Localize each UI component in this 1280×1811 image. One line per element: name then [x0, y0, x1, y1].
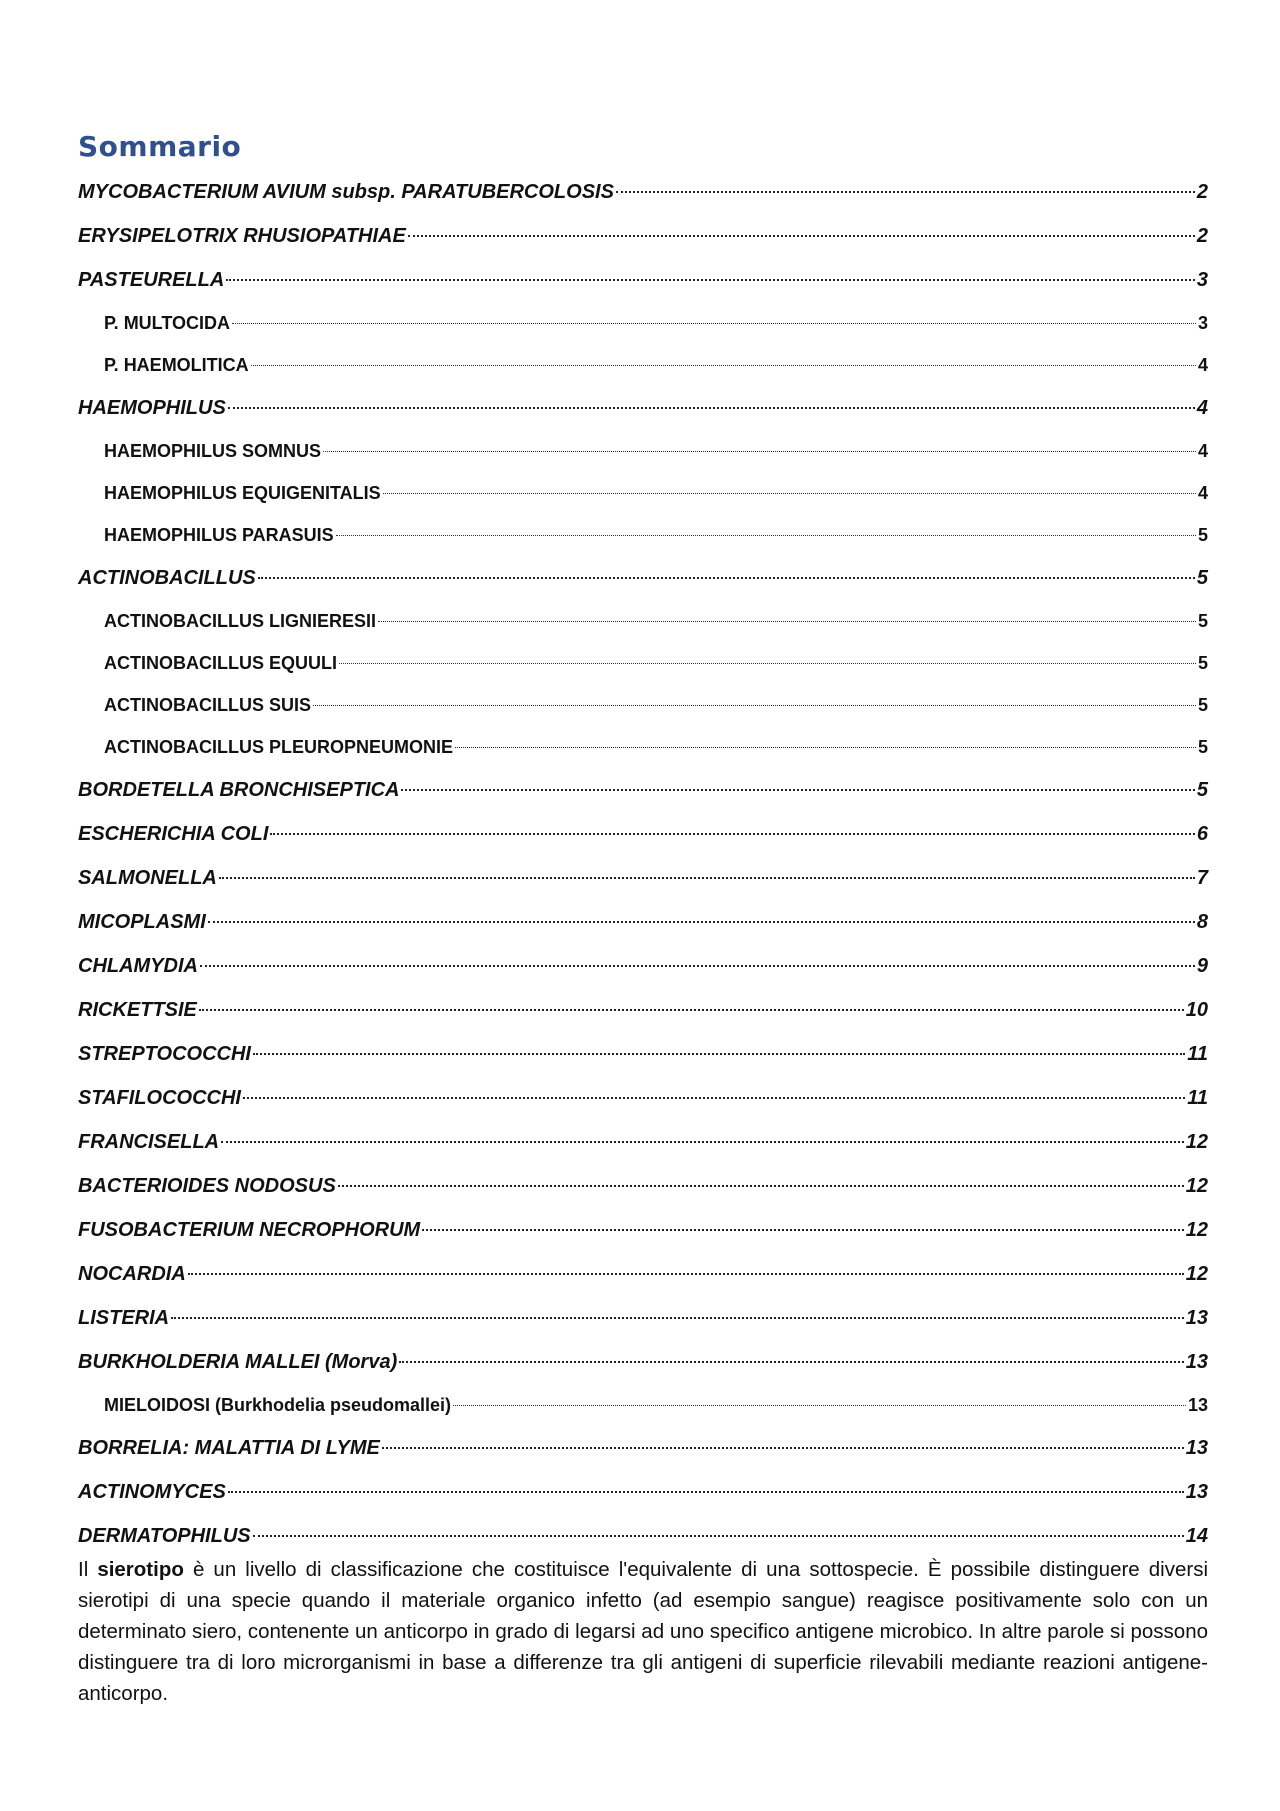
- toc-entry[interactable]: [78, 1032, 1208, 1076]
- toc-title: Sommario: [78, 130, 242, 163]
- toc-entry[interactable]: [78, 302, 1208, 344]
- toc-entry[interactable]: [78, 726, 1208, 768]
- toc-leader: [401, 788, 1194, 791]
- toc-entry[interactable]: [78, 1384, 1208, 1426]
- toc-entry[interactable]: [78, 1514, 1208, 1558]
- toc-entry-page: 13: [1185, 1481, 1208, 1503]
- toc-leader: [219, 876, 1195, 879]
- toc-leader: [323, 450, 1196, 452]
- toc-entry-page: 3: [1196, 269, 1208, 291]
- toc-entry-label: SALMONELLA: [78, 867, 217, 889]
- document-page: [78, 126, 1208, 1730]
- toc-entry-label: BACTERIOIDES NODOSUS: [78, 1175, 336, 1197]
- toc-entry-label: HAEMOPHILUS PARASUIS: [104, 525, 334, 545]
- toc-entry-label: MICOPLASMI: [78, 911, 206, 933]
- toc-leader: [313, 704, 1196, 706]
- toc-leader: [243, 1096, 1185, 1099]
- toc-entry[interactable]: [78, 258, 1208, 302]
- toc-entry[interactable]: [78, 900, 1208, 944]
- toc-entry-page: 13: [1187, 1395, 1208, 1415]
- toc-entry-label: ACTINOBACILLUS PLEUROPNEUMONIE: [104, 737, 454, 757]
- toc-entry[interactable]: [78, 170, 1208, 214]
- toc-leader: [251, 364, 1196, 366]
- toc-entry-label: BURKHOLDERIA MALLEI (Morva): [78, 1351, 398, 1373]
- toc-entry[interactable]: [78, 472, 1208, 514]
- toc-entry-label: ESCHERICHIA COLI: [78, 823, 269, 845]
- toc-entry[interactable]: [78, 430, 1208, 472]
- toc-entry-label: RICKETTSIE: [78, 999, 197, 1021]
- toc-entry-page: 13: [1185, 1351, 1208, 1373]
- toc-entry-page: 5: [1196, 779, 1208, 801]
- toc-entry-label: MIELOIDOSI (Burkhodelia pseudomallei): [104, 1395, 452, 1415]
- toc-leader: [383, 492, 1196, 494]
- toc-entry[interactable]: [78, 944, 1208, 988]
- toc-entry[interactable]: [78, 684, 1208, 726]
- toc-leader: [208, 920, 1195, 923]
- toc-leader: [171, 1316, 1184, 1319]
- toc-entry-page: 12: [1185, 1219, 1208, 1241]
- toc-entry-label: HAEMOPHILUS SOMNUS: [104, 441, 322, 461]
- toc-entry-label: STAFILOCOCCHI: [78, 1087, 241, 1109]
- toc-entry-label: NOCARDIA: [78, 1263, 186, 1285]
- toc-leader: [378, 620, 1196, 622]
- toc-entry-label: HAEMOPHILUS EQUIGENITALIS: [104, 483, 381, 503]
- toc-leader: [339, 662, 1196, 664]
- toc-leader: [382, 1446, 1184, 1449]
- toc-entry-label: PASTEURELLA: [78, 269, 225, 291]
- toc-entry-page: 5: [1197, 653, 1208, 673]
- toc-leader: [258, 576, 1195, 579]
- toc-entry[interactable]: [78, 642, 1208, 684]
- toc-entry-page: 13: [1185, 1437, 1208, 1459]
- toc-entry-page: 4: [1197, 441, 1208, 461]
- toc-leader: [455, 746, 1196, 748]
- toc-entry-page: 12: [1185, 1175, 1208, 1197]
- toc-entry[interactable]: [78, 1252, 1208, 1296]
- toc-entry[interactable]: [78, 600, 1208, 642]
- paragraph-lead: Il: [78, 1558, 98, 1581]
- toc-entry-page: 5: [1196, 567, 1208, 589]
- toc-entry[interactable]: [78, 1426, 1208, 1470]
- toc-entry-page: 4: [1197, 483, 1208, 503]
- toc-entry[interactable]: [78, 856, 1208, 900]
- toc-entry[interactable]: [78, 1296, 1208, 1340]
- toc-entry-label: MYCOBACTERIUM AVIUM subsp. PARATUBERCOLOSIS: [78, 181, 614, 203]
- toc-entry-label: BORDETELLA BRONCHISEPTICA: [78, 779, 400, 801]
- toc-leader: [399, 1360, 1184, 1363]
- toc-entry-page: 4: [1196, 397, 1208, 419]
- toc-entry-page: 11: [1187, 1043, 1208, 1065]
- toc-entry-page: 6: [1196, 823, 1208, 845]
- paragraph-text: è un livello di classificazione che costituisce l'equivalente di una sottospecie. È possibile distinguere diversi sierotipi di una specie quando il materiale organico infetto (ad esempio sangue) reagisce positivamente solo con un determinato siero, contenente un anticorpo in grado di legarsi ad uno specifico antigene microbico. In altre parole si possono distinguere tra di loro microrganismi in base a differenze tra gli antigeni di superficie rilevabili mediante reazioni antigene-anticorpo.: [78, 1558, 1208, 1705]
- toc-entry-label: P. HAEMOLITICA: [104, 355, 249, 375]
- toc-leader: [253, 1534, 1184, 1537]
- toc-leader: [336, 534, 1196, 536]
- toc-entry-page: 2: [1196, 225, 1208, 247]
- toc-entry[interactable]: [78, 988, 1208, 1032]
- toc-entry-label: CHLAMYDIA: [78, 955, 198, 977]
- toc-entry-label: FRANCISELLA: [78, 1131, 220, 1153]
- toc-entry-label: ACTINOBACILLUS LIGNIERESII: [104, 611, 377, 631]
- toc-leader: [422, 1228, 1184, 1231]
- toc-entry-label: ERYSIPELOTRIX RHUSIOPATHIAE: [78, 225, 406, 247]
- toc-entry-label: ACTINOBACILLUS SUIS: [104, 695, 311, 715]
- toc-entry-page: 3: [1197, 313, 1208, 333]
- toc-entry[interactable]: [78, 514, 1208, 556]
- toc-entry-page: 14: [1185, 1525, 1208, 1547]
- toc-leader: [226, 278, 1195, 281]
- toc-entry-page: 13: [1185, 1307, 1208, 1329]
- toc-entry-label: BORRELIA: MALATTIA DI LYME: [78, 1437, 380, 1459]
- toc-entry[interactable]: [78, 214, 1208, 258]
- toc-leader: [408, 234, 1195, 237]
- toc-leader: [228, 1490, 1184, 1493]
- toc-entry[interactable]: [78, 1208, 1208, 1252]
- toc-leader: [188, 1272, 1184, 1275]
- toc-leader: [221, 1140, 1184, 1143]
- toc-entry-label: ACTINOBACILLUS: [78, 567, 256, 589]
- toc-entry[interactable]: [78, 1340, 1208, 1384]
- toc-leader: [228, 406, 1195, 409]
- toc-entry-label: DERMATOPHILUS: [78, 1525, 251, 1547]
- toc-entry-page: 5: [1197, 525, 1208, 545]
- toc-entry-page: 12: [1185, 1131, 1208, 1153]
- toc-entry[interactable]: [78, 386, 1208, 430]
- toc-entry-page: 12: [1185, 1263, 1208, 1285]
- toc-leader: [232, 322, 1196, 324]
- toc-entry-page: 2: [1196, 181, 1208, 203]
- toc-entry-label: FUSOBACTERIUM NECROPHORUM: [78, 1219, 421, 1241]
- toc-leader: [616, 190, 1195, 193]
- toc-leader: [200, 964, 1195, 967]
- toc-entry-label: ACTINOMYCES: [78, 1481, 226, 1503]
- toc-entry-label: HAEMOPHILUS: [78, 397, 226, 419]
- toc-leader: [253, 1052, 1185, 1055]
- toc-entry-label: LISTERIA: [78, 1307, 170, 1329]
- toc-entry-page: 11: [1187, 1087, 1208, 1109]
- toc-leader: [199, 1008, 1184, 1011]
- toc-entry-page: 5: [1197, 737, 1208, 757]
- body-paragraph: [78, 1554, 1208, 1709]
- toc-leader: [338, 1184, 1184, 1187]
- toc-entry-page: 4: [1197, 355, 1208, 375]
- paragraph-term: sierotipo: [97, 1558, 184, 1581]
- toc-entry-page: 10: [1185, 999, 1208, 1021]
- toc-entry-label: ACTINOBACILLUS EQUULI: [104, 653, 337, 673]
- toc-leader: [270, 832, 1194, 835]
- toc-entry-label: STREPTOCOCCHI: [78, 1043, 251, 1065]
- toc-entry[interactable]: [78, 1470, 1208, 1514]
- toc-entry-page: 7: [1196, 867, 1208, 889]
- toc-entry[interactable]: [78, 812, 1208, 856]
- toc-entry-page: 5: [1197, 695, 1208, 715]
- toc-leader: [453, 1404, 1186, 1406]
- toc-entry[interactable]: [78, 344, 1208, 386]
- toc-entry[interactable]: [78, 1120, 1208, 1164]
- toc-entry-page: 8: [1196, 911, 1208, 933]
- toc-entry[interactable]: [78, 556, 1208, 600]
- toc-entry-label: P. MULTOCIDA: [104, 313, 231, 333]
- toc-entry[interactable]: [78, 1164, 1208, 1208]
- toc-entry[interactable]: [78, 1076, 1208, 1120]
- toc-entry-page: 5: [1197, 611, 1208, 631]
- toc-list: [78, 170, 1208, 1558]
- toc-entry[interactable]: [78, 768, 1208, 812]
- toc-entry-page: 9: [1196, 955, 1208, 977]
